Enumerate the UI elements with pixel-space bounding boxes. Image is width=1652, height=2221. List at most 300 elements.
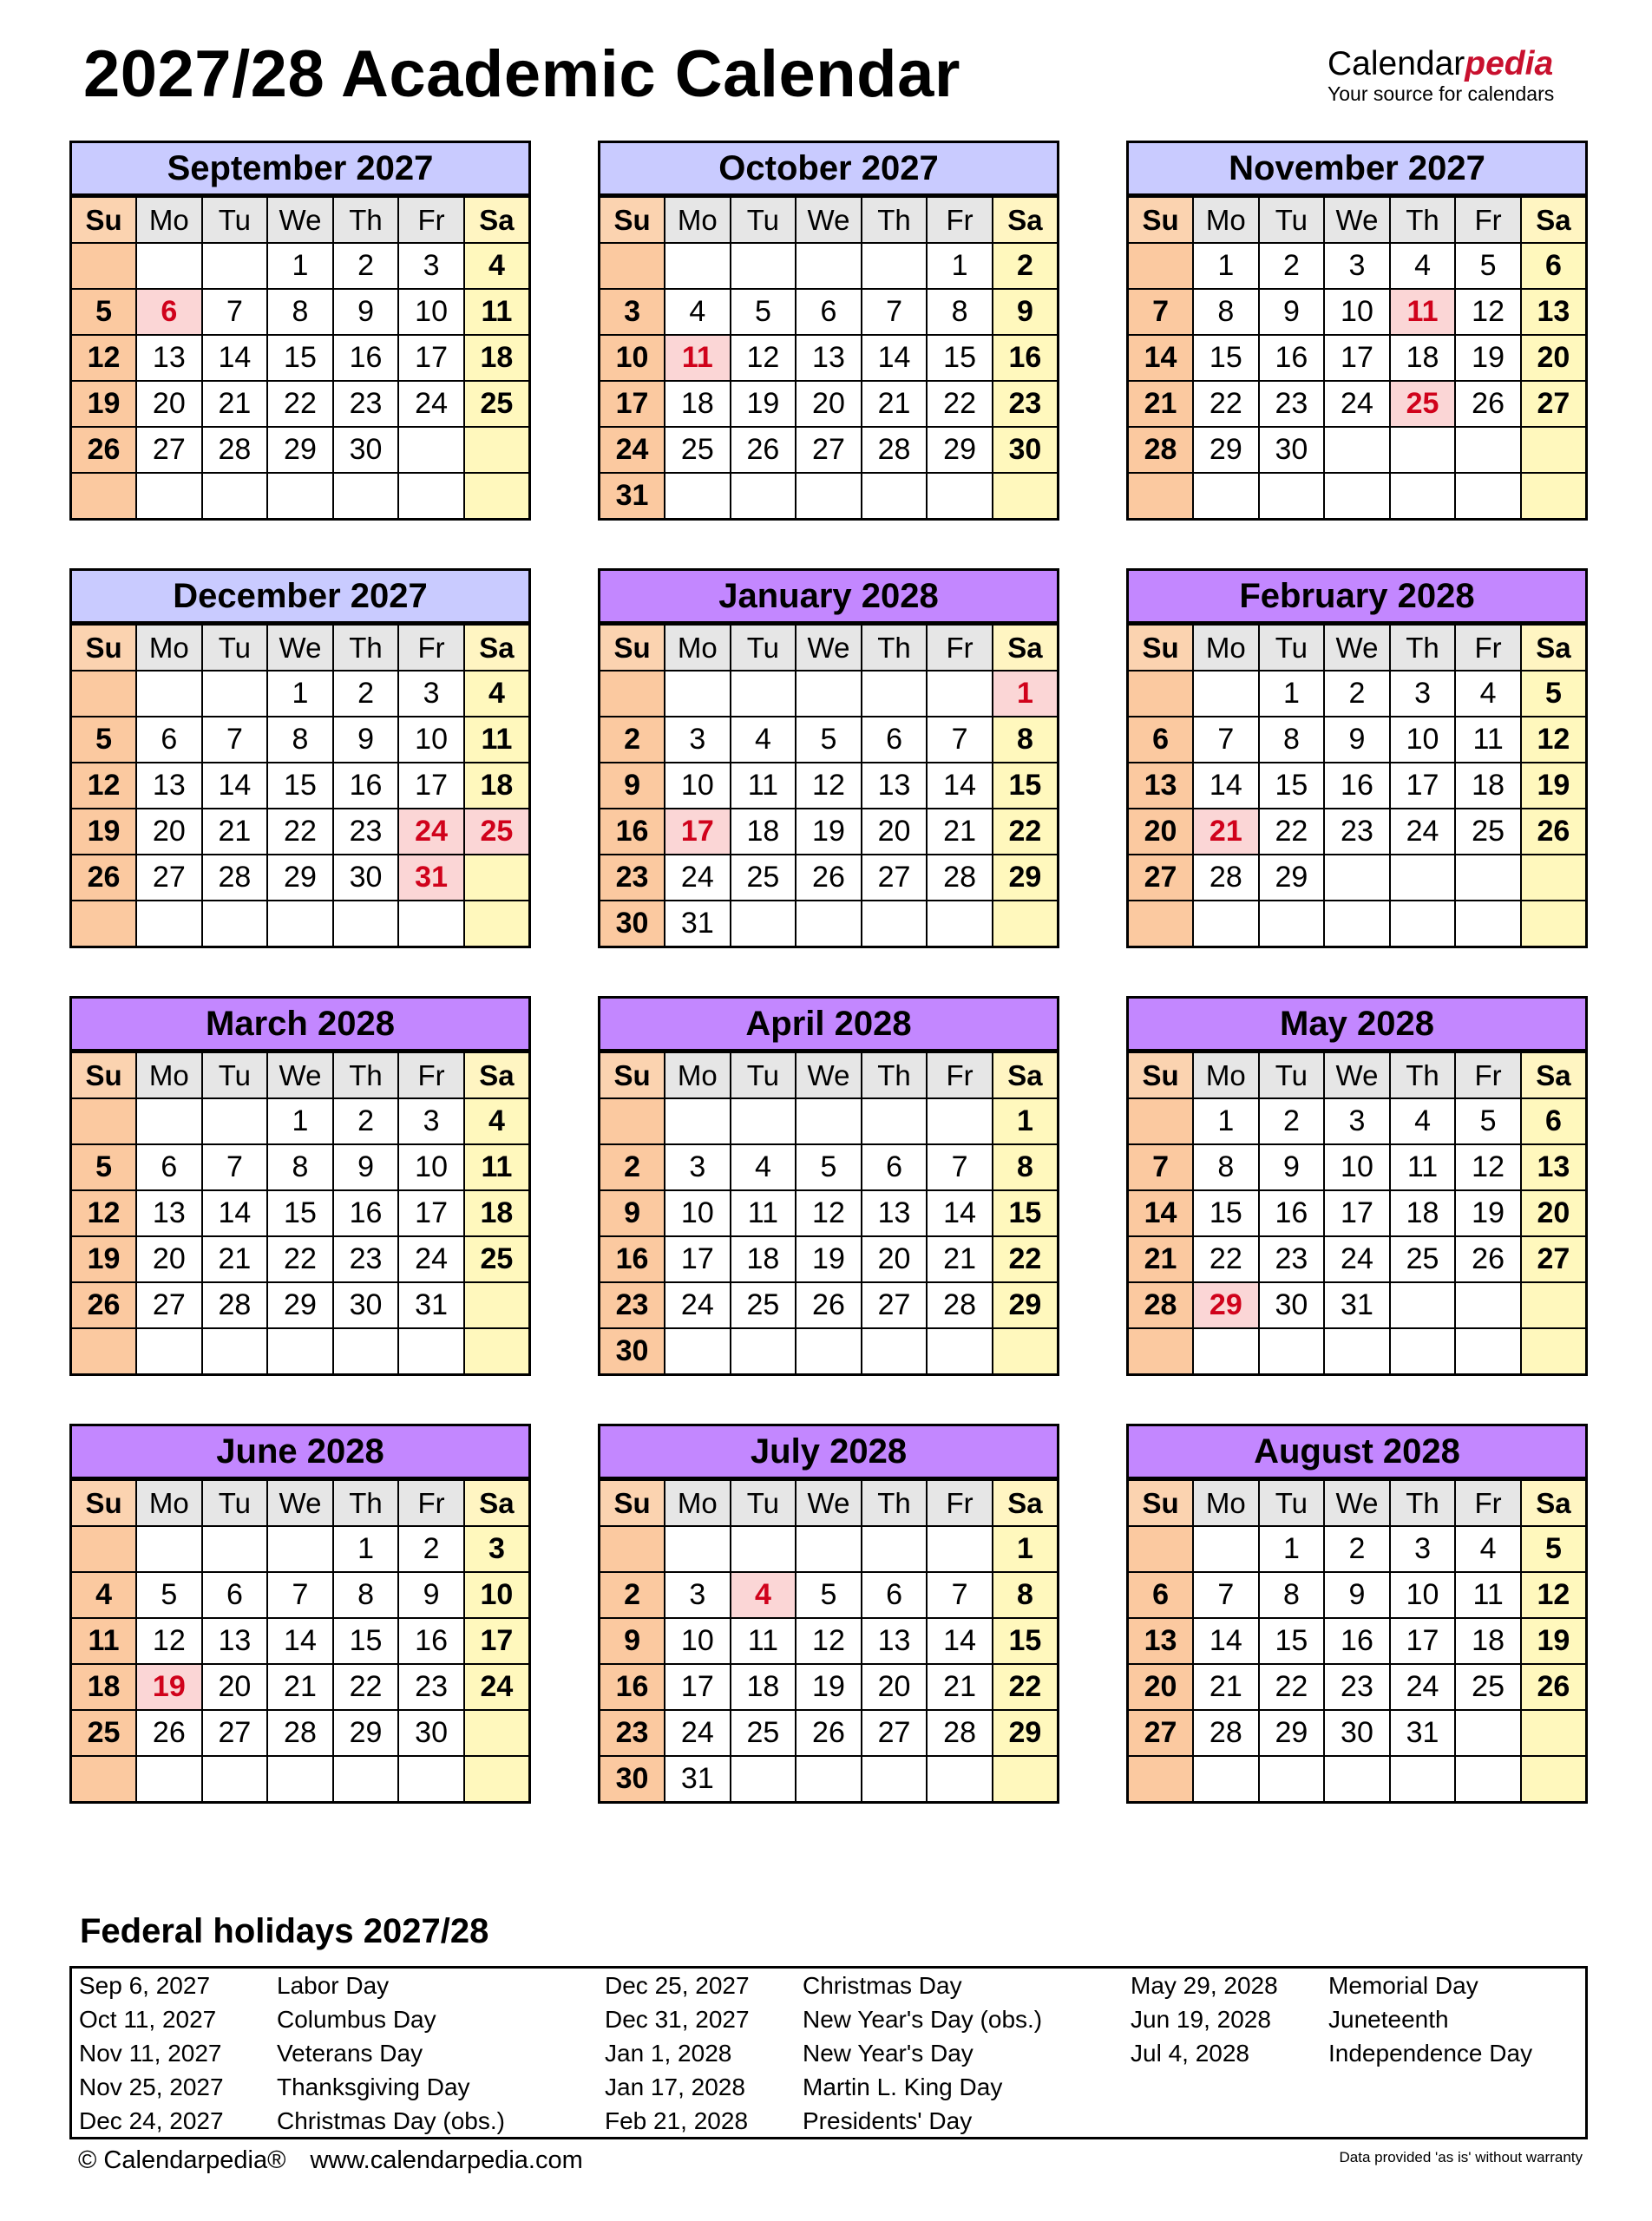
day-cell[interactable]: 10	[398, 717, 464, 763]
day-cell[interactable]: 12	[1521, 717, 1587, 763]
day-cell[interactable]: 26	[136, 1710, 202, 1756]
day-cell[interactable]: 7	[1128, 289, 1194, 335]
day-cell[interactable]: 9	[1324, 1572, 1390, 1618]
day-cell[interactable]: 12	[731, 335, 796, 381]
day-cell[interactable]: 6	[796, 289, 862, 335]
day-cell[interactable]: 30	[333, 427, 399, 473]
day-cell[interactable]: 16	[1324, 1618, 1390, 1664]
day-cell[interactable]: 3	[1324, 1098, 1390, 1144]
day-cell[interactable]: 13	[202, 1618, 268, 1664]
day-cell[interactable]: 16	[1324, 763, 1390, 809]
day-cell[interactable]: 5	[796, 1144, 862, 1190]
day-cell[interactable]: 5	[796, 1572, 862, 1618]
day-cell[interactable]: 19	[1521, 763, 1587, 809]
day-cell[interactable]: 27	[136, 427, 202, 473]
day-cell[interactable]: 3	[1390, 1526, 1456, 1572]
day-cell[interactable]: 12	[796, 1618, 862, 1664]
day-cell[interactable]: 12	[71, 335, 137, 381]
day-cell[interactable]: 24	[665, 1282, 731, 1328]
day-cell[interactable]: 23	[600, 855, 665, 901]
day-cell[interactable]: 14	[927, 1190, 993, 1236]
day-cell[interactable]: 25	[1390, 1236, 1456, 1282]
day-cell[interactable]: 10	[665, 1190, 731, 1236]
day-cell[interactable]: 18	[464, 335, 530, 381]
day-cell[interactable]: 23	[398, 1664, 464, 1710]
day-cell[interactable]: 19	[71, 1236, 137, 1282]
day-cell[interactable]: 29	[993, 1282, 1059, 1328]
day-cell[interactable]: 25	[665, 427, 731, 473]
day-cell[interactable]: 30	[600, 901, 665, 947]
day-cell[interactable]: 21	[1128, 1236, 1194, 1282]
day-cell[interactable]: 8	[1193, 289, 1259, 335]
day-cell[interactable]: 21	[1193, 1664, 1259, 1710]
day-cell[interactable]: 11	[71, 1618, 137, 1664]
day-cell[interactable]: 4	[731, 1144, 796, 1190]
day-cell[interactable]: 21	[202, 381, 268, 427]
day-cell[interactable]: 13	[862, 1190, 928, 1236]
day-cell[interactable]: 24	[398, 809, 464, 855]
day-cell[interactable]: 31	[398, 1282, 464, 1328]
day-cell[interactable]: 19	[1455, 1190, 1521, 1236]
day-cell[interactable]: 24	[665, 1710, 731, 1756]
day-cell[interactable]: 1	[1193, 243, 1259, 289]
day-cell[interactable]: 29	[267, 855, 333, 901]
day-cell[interactable]: 25	[731, 855, 796, 901]
day-cell[interactable]: 21	[927, 809, 993, 855]
day-cell[interactable]: 28	[267, 1710, 333, 1756]
day-cell[interactable]: 16	[333, 1190, 399, 1236]
day-cell[interactable]: 3	[464, 1526, 530, 1572]
day-cell[interactable]: 17	[1324, 335, 1390, 381]
day-cell[interactable]: 25	[1390, 381, 1456, 427]
day-cell[interactable]: 26	[1455, 381, 1521, 427]
day-cell[interactable]: 8	[993, 1144, 1059, 1190]
day-cell[interactable]: 13	[862, 1618, 928, 1664]
day-cell[interactable]: 24	[600, 427, 665, 473]
day-cell[interactable]: 20	[136, 1236, 202, 1282]
day-cell[interactable]: 25	[1455, 809, 1521, 855]
day-cell[interactable]: 4	[1455, 1526, 1521, 1572]
day-cell[interactable]: 15	[927, 335, 993, 381]
day-cell[interactable]: 2	[333, 671, 399, 717]
day-cell[interactable]: 18	[71, 1664, 137, 1710]
day-cell[interactable]: 20	[136, 809, 202, 855]
day-cell[interactable]: 11	[1390, 1144, 1456, 1190]
day-cell[interactable]: 7	[202, 717, 268, 763]
day-cell[interactable]: 23	[600, 1710, 665, 1756]
day-cell[interactable]: 25	[731, 1710, 796, 1756]
day-cell[interactable]: 18	[665, 381, 731, 427]
day-cell[interactable]: 23	[1259, 1236, 1325, 1282]
day-cell[interactable]: 17	[600, 381, 665, 427]
day-cell[interactable]: 24	[1390, 809, 1456, 855]
day-cell[interactable]: 9	[600, 763, 665, 809]
day-cell[interactable]: 25	[464, 381, 530, 427]
day-cell[interactable]: 21	[1193, 809, 1259, 855]
day-cell[interactable]: 13	[136, 763, 202, 809]
day-cell[interactable]: 25	[1455, 1664, 1521, 1710]
day-cell[interactable]: 27	[862, 1710, 928, 1756]
day-cell[interactable]: 16	[600, 1236, 665, 1282]
day-cell[interactable]: 11	[464, 717, 530, 763]
day-cell[interactable]: 2	[600, 1572, 665, 1618]
day-cell[interactable]: 28	[1128, 427, 1194, 473]
day-cell[interactable]: 23	[1259, 381, 1325, 427]
day-cell[interactable]: 21	[267, 1664, 333, 1710]
day-cell[interactable]: 3	[665, 1572, 731, 1618]
day-cell[interactable]: 15	[1193, 1190, 1259, 1236]
day-cell[interactable]: 19	[1521, 1618, 1587, 1664]
day-cell[interactable]: 20	[1521, 1190, 1587, 1236]
day-cell[interactable]: 27	[796, 427, 862, 473]
day-cell[interactable]: 20	[1128, 1664, 1194, 1710]
day-cell[interactable]: 16	[333, 763, 399, 809]
day-cell[interactable]: 1	[1259, 671, 1325, 717]
day-cell[interactable]: 25	[71, 1710, 137, 1756]
day-cell[interactable]: 20	[1128, 809, 1194, 855]
day-cell[interactable]: 28	[862, 427, 928, 473]
day-cell[interactable]: 7	[202, 1144, 268, 1190]
day-cell[interactable]: 20	[796, 381, 862, 427]
day-cell[interactable]: 10	[1390, 717, 1456, 763]
day-cell[interactable]: 24	[464, 1664, 530, 1710]
day-cell[interactable]: 7	[862, 289, 928, 335]
day-cell[interactable]: 4	[731, 1572, 796, 1618]
day-cell[interactable]: 29	[1193, 427, 1259, 473]
day-cell[interactable]: 9	[333, 289, 399, 335]
day-cell[interactable]: 22	[993, 809, 1059, 855]
day-cell[interactable]: 28	[927, 1710, 993, 1756]
day-cell[interactable]: 22	[993, 1664, 1059, 1710]
day-cell[interactable]: 15	[1259, 1618, 1325, 1664]
day-cell[interactable]: 16	[993, 335, 1059, 381]
day-cell[interactable]: 30	[600, 1756, 665, 1803]
day-cell[interactable]: 9	[1324, 717, 1390, 763]
day-cell[interactable]: 17	[665, 809, 731, 855]
day-cell[interactable]: 28	[202, 855, 268, 901]
day-cell[interactable]: 17	[1390, 1618, 1456, 1664]
day-cell[interactable]: 1	[267, 1098, 333, 1144]
day-cell[interactable]: 12	[71, 1190, 137, 1236]
day-cell[interactable]: 6	[1128, 717, 1194, 763]
day-cell[interactable]: 17	[398, 335, 464, 381]
day-cell[interactable]: 28	[202, 1282, 268, 1328]
day-cell[interactable]: 1	[993, 1526, 1059, 1572]
day-cell[interactable]: 21	[927, 1664, 993, 1710]
day-cell[interactable]: 15	[267, 1190, 333, 1236]
day-cell[interactable]: 11	[731, 1190, 796, 1236]
day-cell[interactable]: 9	[600, 1190, 665, 1236]
day-cell[interactable]: 24	[665, 855, 731, 901]
day-cell[interactable]: 20	[136, 381, 202, 427]
day-cell[interactable]: 10	[665, 1618, 731, 1664]
day-cell[interactable]: 3	[398, 1098, 464, 1144]
day-cell[interactable]: 5	[71, 1144, 137, 1190]
day-cell[interactable]: 14	[202, 1190, 268, 1236]
day-cell[interactable]: 26	[1455, 1236, 1521, 1282]
day-cell[interactable]: 14	[202, 763, 268, 809]
day-cell[interactable]: 16	[1259, 1190, 1325, 1236]
day-cell[interactable]: 7	[927, 717, 993, 763]
day-cell[interactable]: 1	[1193, 1098, 1259, 1144]
day-cell[interactable]: 27	[862, 1282, 928, 1328]
day-cell[interactable]: 16	[600, 1664, 665, 1710]
day-cell[interactable]: 28	[1193, 1710, 1259, 1756]
day-cell[interactable]: 30	[398, 1710, 464, 1756]
day-cell[interactable]: 3	[665, 1144, 731, 1190]
day-cell[interactable]: 26	[71, 427, 137, 473]
day-cell[interactable]: 6	[1521, 1098, 1587, 1144]
day-cell[interactable]: 8	[927, 289, 993, 335]
day-cell[interactable]: 4	[464, 1098, 530, 1144]
day-cell[interactable]: 12	[1455, 289, 1521, 335]
day-cell[interactable]: 15	[993, 1618, 1059, 1664]
day-cell[interactable]: 26	[1521, 1664, 1587, 1710]
day-cell[interactable]: 8	[1259, 1572, 1325, 1618]
day-cell[interactable]: 22	[267, 1236, 333, 1282]
day-cell[interactable]: 28	[1193, 855, 1259, 901]
day-cell[interactable]: 11	[1455, 717, 1521, 763]
day-cell[interactable]: 23	[333, 381, 399, 427]
day-cell[interactable]: 29	[1259, 855, 1325, 901]
day-cell[interactable]: 20	[202, 1664, 268, 1710]
day-cell[interactable]: 15	[267, 335, 333, 381]
day-cell[interactable]: 19	[71, 809, 137, 855]
day-cell[interactable]: 11	[731, 1618, 796, 1664]
day-cell[interactable]: 6	[862, 1144, 928, 1190]
day-cell[interactable]: 27	[136, 855, 202, 901]
day-cell[interactable]: 24	[398, 1236, 464, 1282]
day-cell[interactable]: 23	[1324, 1664, 1390, 1710]
day-cell[interactable]: 7	[927, 1144, 993, 1190]
day-cell[interactable]: 2	[600, 717, 665, 763]
day-cell[interactable]: 4	[1455, 671, 1521, 717]
day-cell[interactable]: 10	[464, 1572, 530, 1618]
day-cell[interactable]: 13	[796, 335, 862, 381]
day-cell[interactable]: 18	[1455, 763, 1521, 809]
day-cell[interactable]: 14	[927, 763, 993, 809]
day-cell[interactable]: 16	[1259, 335, 1325, 381]
day-cell[interactable]: 21	[927, 1236, 993, 1282]
day-cell[interactable]: 6	[862, 717, 928, 763]
day-cell[interactable]: 2	[993, 243, 1059, 289]
day-cell[interactable]: 9	[333, 717, 399, 763]
day-cell[interactable]: 22	[927, 381, 993, 427]
day-cell[interactable]: 26	[796, 855, 862, 901]
day-cell[interactable]: 30	[1259, 1282, 1325, 1328]
day-cell[interactable]: 5	[1521, 1526, 1587, 1572]
day-cell[interactable]: 19	[1455, 335, 1521, 381]
day-cell[interactable]: 19	[796, 1664, 862, 1710]
day-cell[interactable]: 13	[1521, 289, 1587, 335]
day-cell[interactable]: 2	[1259, 243, 1325, 289]
brand-logo[interactable]	[1328, 45, 1554, 104]
day-cell[interactable]: 30	[600, 1328, 665, 1375]
day-cell[interactable]: 26	[731, 427, 796, 473]
day-cell[interactable]: 24	[1324, 381, 1390, 427]
day-cell[interactable]: 18	[1455, 1618, 1521, 1664]
day-cell[interactable]: 8	[1259, 717, 1325, 763]
day-cell[interactable]: 18	[731, 1236, 796, 1282]
day-cell[interactable]: 4	[1390, 1098, 1456, 1144]
day-cell[interactable]: 27	[202, 1710, 268, 1756]
day-cell[interactable]: 5	[136, 1572, 202, 1618]
day-cell[interactable]: 1	[993, 1098, 1059, 1144]
day-cell[interactable]: 22	[1259, 809, 1325, 855]
day-cell[interactable]: 2	[398, 1526, 464, 1572]
day-cell[interactable]: 17	[1324, 1190, 1390, 1236]
day-cell[interactable]: 17	[398, 1190, 464, 1236]
day-cell[interactable]: 23	[1324, 809, 1390, 855]
day-cell[interactable]: 13	[862, 763, 928, 809]
day-cell[interactable]: 11	[464, 1144, 530, 1190]
day-cell[interactable]: 22	[1259, 1664, 1325, 1710]
day-cell[interactable]: 9	[993, 289, 1059, 335]
day-cell[interactable]: 4	[731, 717, 796, 763]
day-cell[interactable]: 5	[71, 289, 137, 335]
day-cell[interactable]: 23	[600, 1282, 665, 1328]
day-cell[interactable]: 5	[796, 717, 862, 763]
day-cell[interactable]: 21	[202, 1236, 268, 1282]
day-cell[interactable]: 15	[333, 1618, 399, 1664]
day-cell[interactable]: 5	[731, 289, 796, 335]
day-cell[interactable]: 30	[1259, 427, 1325, 473]
day-cell[interactable]: 31	[398, 855, 464, 901]
day-cell[interactable]: 6	[862, 1572, 928, 1618]
day-cell[interactable]: 25	[464, 1236, 530, 1282]
day-cell[interactable]: 29	[993, 1710, 1059, 1756]
day-cell[interactable]: 19	[796, 809, 862, 855]
day-cell[interactable]: 1	[267, 671, 333, 717]
day-cell[interactable]: 2	[1324, 1526, 1390, 1572]
day-cell[interactable]: 22	[267, 381, 333, 427]
footer-url-link[interactable]: www.calendarpedia.com	[310, 2146, 583, 2174]
day-cell[interactable]: 19	[796, 1236, 862, 1282]
day-cell[interactable]: 12	[71, 763, 137, 809]
day-cell[interactable]: 18	[731, 1664, 796, 1710]
day-cell[interactable]: 26	[796, 1282, 862, 1328]
day-cell[interactable]: 22	[993, 1236, 1059, 1282]
day-cell[interactable]: 14	[267, 1618, 333, 1664]
day-cell[interactable]: 4	[665, 289, 731, 335]
day-cell[interactable]: 27	[1128, 855, 1194, 901]
day-cell[interactable]: 13	[1128, 763, 1194, 809]
day-cell[interactable]: 14	[202, 335, 268, 381]
day-cell[interactable]: 6	[136, 289, 202, 335]
day-cell[interactable]: 14	[1193, 1618, 1259, 1664]
day-cell[interactable]: 7	[927, 1572, 993, 1618]
day-cell[interactable]: 23	[333, 809, 399, 855]
day-cell[interactable]: 16	[600, 809, 665, 855]
day-cell[interactable]: 29	[267, 427, 333, 473]
day-cell[interactable]: 29	[333, 1710, 399, 1756]
day-cell[interactable]: 26	[796, 1710, 862, 1756]
day-cell[interactable]: 6	[136, 1144, 202, 1190]
day-cell[interactable]: 10	[1390, 1572, 1456, 1618]
day-cell[interactable]: 24	[398, 381, 464, 427]
day-cell[interactable]: 29	[1259, 1710, 1325, 1756]
day-cell[interactable]: 3	[398, 243, 464, 289]
day-cell[interactable]: 8	[993, 717, 1059, 763]
day-cell[interactable]: 9	[1259, 289, 1325, 335]
day-cell[interactable]: 30	[1324, 1710, 1390, 1756]
day-cell[interactable]: 22	[1193, 1236, 1259, 1282]
day-cell[interactable]: 11	[464, 289, 530, 335]
day-cell[interactable]: 15	[1259, 763, 1325, 809]
day-cell[interactable]: 21	[202, 809, 268, 855]
day-cell[interactable]: 7	[267, 1572, 333, 1618]
day-cell[interactable]: 10	[1324, 1144, 1390, 1190]
day-cell[interactable]: 14	[1193, 763, 1259, 809]
day-cell[interactable]: 12	[796, 763, 862, 809]
day-cell[interactable]: 31	[665, 901, 731, 947]
day-cell[interactable]: 2	[333, 243, 399, 289]
day-cell[interactable]: 5	[1455, 243, 1521, 289]
day-cell[interactable]: 26	[71, 1282, 137, 1328]
day-cell[interactable]: 2	[1324, 671, 1390, 717]
day-cell[interactable]: 4	[71, 1572, 137, 1618]
day-cell[interactable]: 3	[1390, 671, 1456, 717]
day-cell[interactable]: 20	[862, 1664, 928, 1710]
day-cell[interactable]: 9	[398, 1572, 464, 1618]
day-cell[interactable]: 28	[927, 1282, 993, 1328]
day-cell[interactable]: 25	[731, 1282, 796, 1328]
day-cell[interactable]: 20	[1521, 335, 1587, 381]
day-cell[interactable]: 27	[1521, 381, 1587, 427]
day-cell[interactable]: 31	[665, 1756, 731, 1803]
day-cell[interactable]: 6	[136, 717, 202, 763]
day-cell[interactable]: 28	[1128, 1282, 1194, 1328]
day-cell[interactable]: 15	[1193, 335, 1259, 381]
day-cell[interactable]: 10	[398, 289, 464, 335]
day-cell[interactable]: 10	[665, 763, 731, 809]
day-cell[interactable]: 27	[1128, 1710, 1194, 1756]
day-cell[interactable]: 2	[600, 1144, 665, 1190]
day-cell[interactable]: 8	[1193, 1144, 1259, 1190]
day-cell[interactable]: 4	[1390, 243, 1456, 289]
day-cell[interactable]: 9	[600, 1618, 665, 1664]
day-cell[interactable]: 26	[71, 855, 137, 901]
day-cell[interactable]: 21	[862, 381, 928, 427]
day-cell[interactable]: 30	[993, 427, 1059, 473]
day-cell[interactable]: 17	[665, 1664, 731, 1710]
day-cell[interactable]: 5	[1521, 671, 1587, 717]
day-cell[interactable]: 22	[1193, 381, 1259, 427]
day-cell[interactable]: 2	[1259, 1098, 1325, 1144]
day-cell[interactable]: 8	[333, 1572, 399, 1618]
day-cell[interactable]: 31	[600, 473, 665, 520]
day-cell[interactable]: 10	[398, 1144, 464, 1190]
day-cell[interactable]: 17	[665, 1236, 731, 1282]
day-cell[interactable]: 18	[464, 763, 530, 809]
day-cell[interactable]: 14	[1128, 335, 1194, 381]
day-cell[interactable]: 15	[267, 763, 333, 809]
day-cell[interactable]: 14	[927, 1618, 993, 1664]
day-cell[interactable]: 7	[1193, 717, 1259, 763]
day-cell[interactable]: 14	[1128, 1190, 1194, 1236]
day-cell[interactable]: 27	[862, 855, 928, 901]
day-cell[interactable]: 3	[600, 289, 665, 335]
day-cell[interactable]: 1	[927, 243, 993, 289]
day-cell[interactable]: 3	[398, 671, 464, 717]
day-cell[interactable]: 2	[333, 1098, 399, 1144]
day-cell[interactable]: 15	[993, 763, 1059, 809]
day-cell[interactable]: 19	[136, 1664, 202, 1710]
day-cell[interactable]: 24	[1390, 1664, 1456, 1710]
day-cell[interactable]: 1	[1259, 1526, 1325, 1572]
day-cell[interactable]: 11	[665, 335, 731, 381]
day-cell[interactable]: 29	[927, 427, 993, 473]
